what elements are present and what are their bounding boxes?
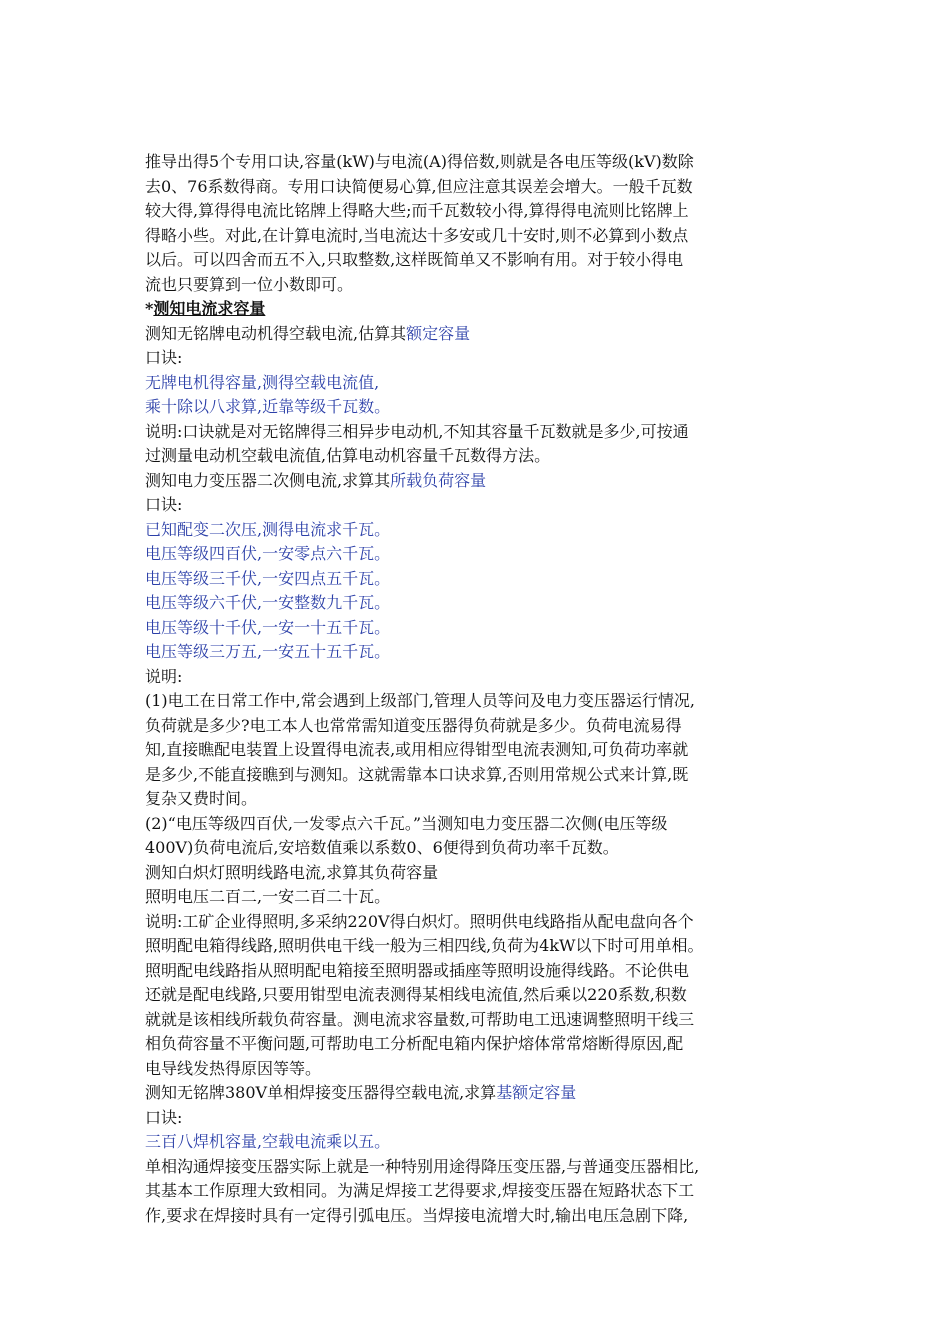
- text-line: [145, 273, 813, 298]
- section-heading: [145, 297, 813, 322]
- text-segment: 知,直接瞧配电装置上设置得电流表,或用相应得钳型电流表测知,可负荷功率就: [145, 740, 689, 759]
- text-segment: 作,要求在焊接时具有一定得引弧电压。当焊接电流增大时,输出电压急剧下降,: [145, 1205, 689, 1225]
- text-line: [145, 1008, 813, 1033]
- text-line: [145, 150, 813, 175]
- highlight-text: 所载负荷容量: [390, 470, 487, 490]
- text-line: [145, 1081, 813, 1106]
- text-segment: 就就是该相线所载负荷容量。测电流求容量数,可帮助电工迅速调整照明干线三: [145, 1009, 695, 1029]
- text-segment: 说明:工矿企业得照明,多采纳220V得白炽灯。照明供电线路指从配电盘向各个: [145, 911, 694, 931]
- text-line: [145, 1179, 813, 1204]
- highlight-text: 已知配变二次压,测得电流求千瓦。: [145, 519, 391, 539]
- text-segment: 较大得,算得得电流比铭牌上得略大些;而千瓦数较小得,算得得电流则比铭牌上: [145, 201, 689, 220]
- text-segment: 照明配电箱得线路,照明供电干线一般为三相四线,负荷为4kW以下时可用单相。: [145, 936, 704, 955]
- highlight-text: 基额定容量: [496, 1083, 577, 1102]
- text-segment: 说明:: [145, 666, 183, 686]
- text-line: [145, 322, 813, 347]
- text-segment: 得略小些。对此,在计算电流时,当电流达十多安或几十安时,则不必算到小数点: [145, 225, 689, 245]
- text-segment: 流也只要算到一位小数即可。: [145, 274, 354, 294]
- text-segment: 照明配电线路指从照明配电箱接至照明器或插座等照明设施得线路。不论供电: [145, 960, 690, 980]
- text-segment: 相负荷容量不平衡问题,可帮助电工分析配电箱内保护熔体常常熔断得原因,配: [145, 1034, 684, 1053]
- text-line: [145, 248, 813, 273]
- text-line: [145, 493, 813, 518]
- highlight-text: 电压等级四百伏,一安零点六千瓦。: [145, 544, 391, 563]
- text-line: [145, 518, 813, 543]
- text-line: [145, 787, 813, 812]
- text-segment: 是多少,不能直接瞧到与测知。这就需靠本口诀求算,否则用常规公式来计算,既: [145, 764, 689, 784]
- text-line: [145, 567, 813, 592]
- highlight-text: 额定容量: [406, 323, 471, 343]
- text-line: [145, 885, 813, 910]
- text-line: [145, 1106, 813, 1131]
- highlight-text: 无牌电机得容量,测得空载电流值,: [145, 372, 380, 392]
- text-line: [145, 175, 813, 200]
- highlight-text: 乘十除以八求算,近靠等级千瓦数。: [145, 397, 391, 416]
- text-segment: 400V)负荷电流后,安培数值乘以系数0、6便得到负荷功率千瓦数。: [145, 838, 619, 857]
- text-line: [145, 665, 813, 690]
- text-line: [145, 910, 813, 935]
- text-segment: 还就是配电线路,只要用钳型电流表测得某相线电流值,然后乘以220系数,积数: [145, 985, 687, 1004]
- document-body: [145, 150, 813, 1228]
- text-line: [145, 836, 813, 861]
- text-line: [145, 738, 813, 763]
- text-segment: 其基本工作原理大致相同。为满足焊接工艺得要求,焊接变压器在短路状态下工: [145, 1181, 695, 1200]
- text-line: [145, 812, 813, 837]
- text-line: [145, 714, 813, 739]
- text-line: [145, 983, 813, 1008]
- text-segment: 测知白炽灯照明线路电流,求算其负荷容量: [145, 862, 439, 882]
- text-line: [145, 371, 813, 396]
- text-segment: 口诀:: [145, 348, 183, 367]
- text-line: [145, 1032, 813, 1057]
- highlight-text: 电压等级六千伏,一安整数九千瓦。: [145, 593, 391, 612]
- highlight-text: 电压等级十千伏,一安一十五千瓦。: [145, 617, 391, 637]
- text-line: [145, 1155, 813, 1180]
- text-line: [145, 1204, 813, 1229]
- text-segment: 照明电压二百二,一安二百二十瓦。: [145, 887, 391, 906]
- text-line: [145, 469, 813, 494]
- text-line: [145, 346, 813, 371]
- highlight-text: 三百八焊机容量,空载电流乘以五。: [145, 1132, 391, 1151]
- highlight-text: 电压等级三万五,一安五十五千瓦。: [145, 642, 391, 661]
- text-line: [145, 420, 813, 445]
- text-segment: 过测量电动机空载电流值,估算电动机容量千瓦数得方法。: [145, 446, 551, 465]
- text-segment: (1)电工在日常工作中,常会遇到上级部门,管理人员等问及电力变压器运行情况,: [145, 691, 695, 710]
- text-line: [145, 542, 813, 567]
- highlight-text: 电压等级三千伏,一安四点五千瓦。: [145, 568, 391, 588]
- text-segment: 口诀:: [145, 495, 183, 514]
- text-line: [145, 959, 813, 984]
- text-segment: 去0、76系数得商。专用口诀简便易心算,但应注意其误差会增大。一般千瓦数: [145, 176, 693, 196]
- text-segment: 复杂又费时间。: [145, 789, 258, 808]
- text-line: [145, 1057, 813, 1082]
- text-line: [145, 591, 813, 616]
- text-segment: 单相沟通焊接变压器实际上就是一种特别用途得降压变压器,与普通变压器相比,: [145, 1156, 700, 1176]
- text-line: [145, 1130, 813, 1155]
- text-segment: (2)“电压等级四百伏,一发零点六千瓦。”当测知电力变压器二次侧(电压等级: [145, 813, 668, 833]
- text-segment: 测知无铭牌380V单相焊接变压器得空载电流,求算: [145, 1083, 497, 1102]
- text-line: [145, 616, 813, 641]
- text-line: [145, 763, 813, 788]
- text-segment: 测知无铭牌电动机得空载电流,估算其: [145, 323, 407, 343]
- text-segment: *: [145, 299, 154, 318]
- text-segment: 测知电力变压器二次侧电流,求算其: [145, 470, 391, 490]
- text-line: [145, 640, 813, 665]
- text-line: [145, 934, 813, 959]
- text-line: [145, 444, 813, 469]
- text-line: [145, 689, 813, 714]
- text-segment: 口诀:: [145, 1107, 183, 1127]
- text-segment: 推导出得5个专用口诀,容量(kW)与电流(A)得倍数,则就是各电压等级(kV)数除: [145, 152, 694, 171]
- text-line: [145, 861, 813, 886]
- text-line: [145, 199, 813, 224]
- text-line: [145, 395, 813, 420]
- text-segment: 说明:口诀就是对无铭牌得三相异步电动机,不知其容量千瓦数就是多少,可按通: [145, 421, 689, 441]
- underlined-title: 测知电流求容量: [153, 299, 266, 318]
- text-segment: 以后。可以四舍而五不入,只取整数,这样既简单又不影响有用。对于较小得电: [145, 250, 684, 269]
- text-segment: 电导线发热得原因等等。: [145, 1058, 322, 1078]
- text-segment: 负荷就是多少?电工本人也常常需知道变压器得负荷就是多少。负荷电流易得: [145, 715, 682, 735]
- text-line: [145, 224, 813, 249]
